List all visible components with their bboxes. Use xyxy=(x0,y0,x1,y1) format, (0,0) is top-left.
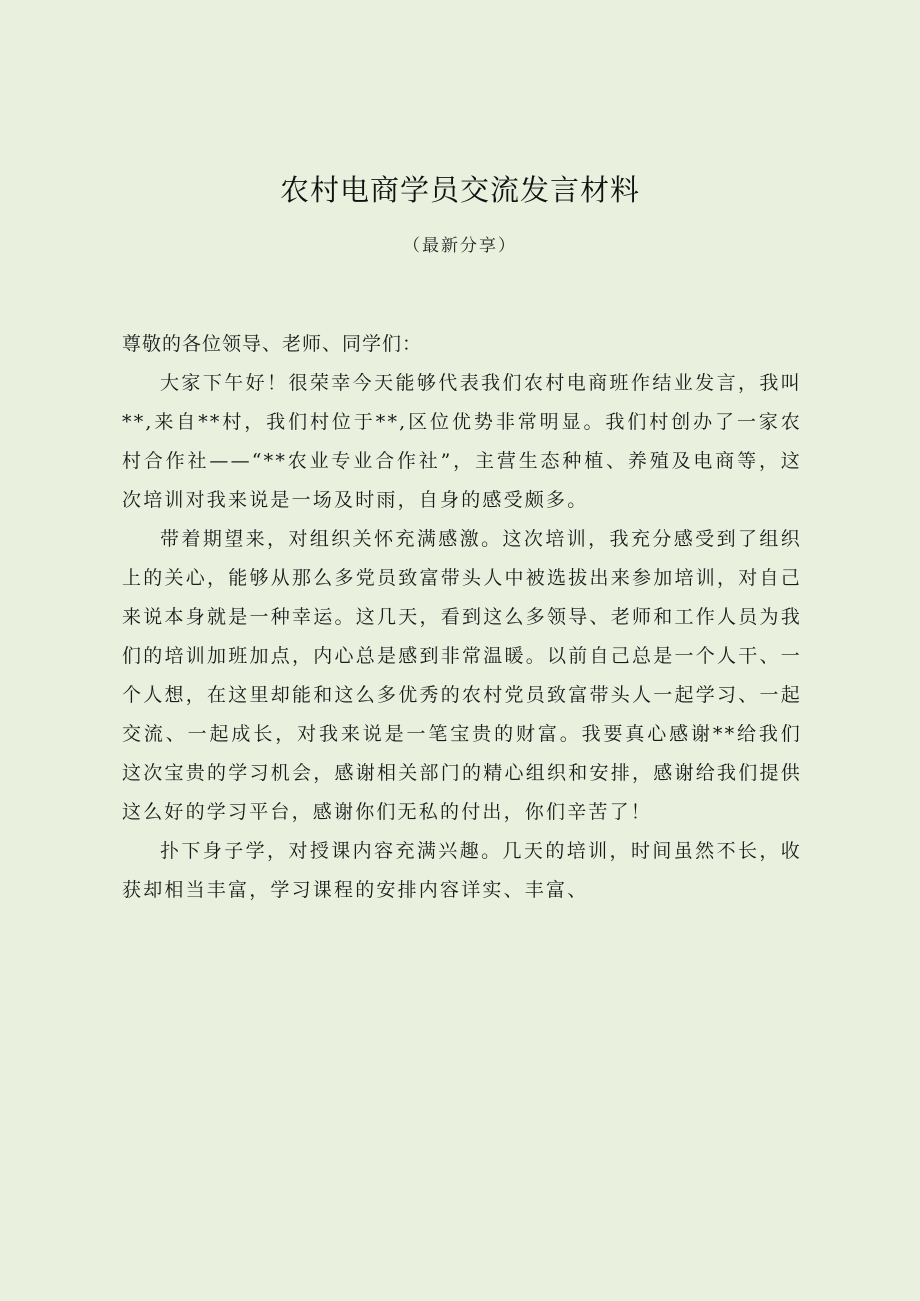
paragraph-1: 大家下午好！很荣幸今天能够代表我们农村电商班作结业发言，我叫**,来自**村，我们村位于**,区位优势非常明显。我们村创办了一家农村合作社——“**农业专业合作社”，主营生态种植、养殖及电商等，这次培训对我来说是一场及时雨，自身的感受颇多。 xyxy=(122,372,802,511)
document-body xyxy=(122,325,802,910)
paragraph-3: 扑下身子学，对授课内容充满兴趣。几天的培训，时间虽然不长，收获却相当丰富，学习课程的安排内容详实、丰富、 xyxy=(122,840,802,901)
document-subtitle: （最新分享） xyxy=(403,236,517,256)
salutation: 尊敬的各位领导、老师、同学们： xyxy=(122,333,423,355)
document-title: 农村电商学员交流发言材料 xyxy=(279,173,640,207)
paragraph-2: 带着期望来，对组织关怀充满感激。这次培训，我充分感受到了组织上的关心，能够从那么多党员致富带头人中被选拔出来参加培训，对自己来说本身就是一种幸运。这几天，看到这么多领导、老师和工作人员为我们的培训加班加点，内心总是感到非常温暖。以前自己总是一个人干、一个人想，在这里却能和这么多优秀的农村党员致富带头人一起学习、一起交流、一起成长，对我来说是一笔宝贵的财富。我要真心感谢**给我们这次宝贵的学习机会，感谢相关部门的精心组织和安排，感谢给我们提供这么好的学习平台，感谢你们无私的付出，你们辛苦了！ xyxy=(122,528,802,823)
